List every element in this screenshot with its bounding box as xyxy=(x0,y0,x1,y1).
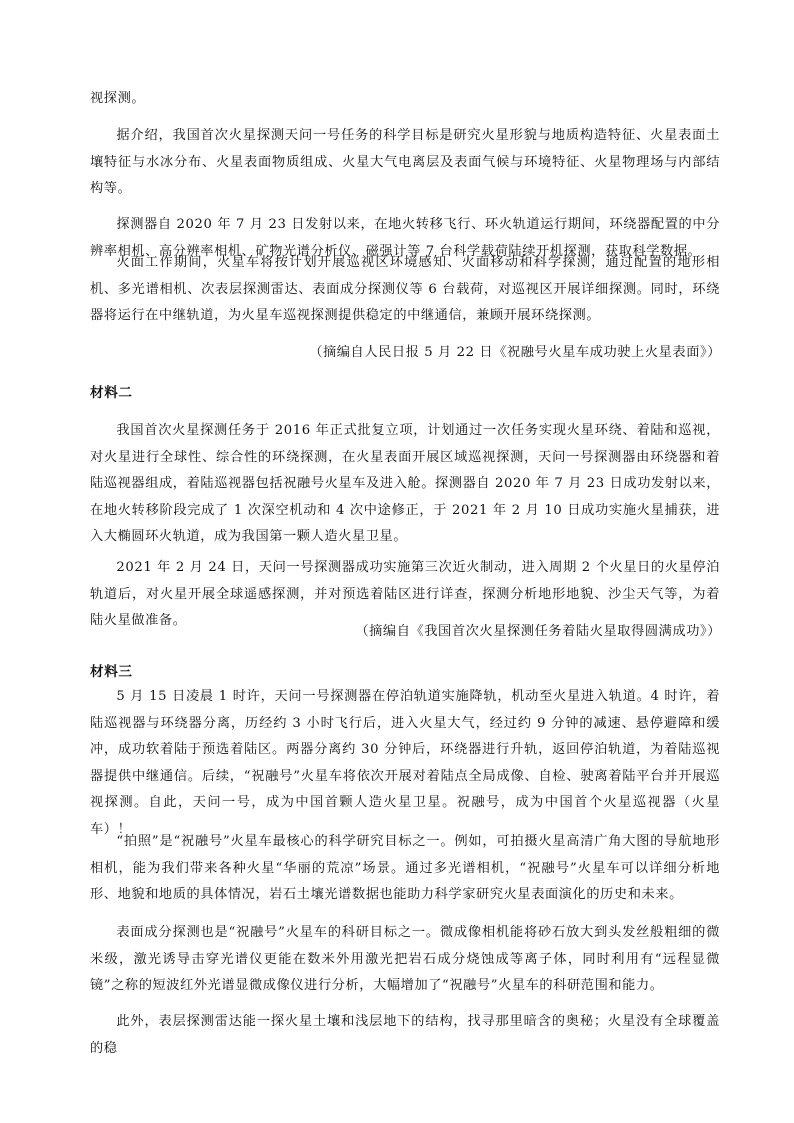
paragraph-mission-history: 我国首次火星探测任务于 2016 年正式批复立项，计划通过一次任务实现火星环绕、着陆和巡视，对火星进行全球性、综合性的环绕探测，在火星表面开展区域巡视探测，天问一号探测器由环绕器和着陆巡视器组成，着陆巡视器包括祝融号火星车及进入舱。探测器自 2020 年 7 月 23 日成功发射以来，在地火转移阶段完成了 1 次深空机动和 4 次中途修正，于 2021 年 2 月 10 日成功实施火星捕获，进入大椭圆环火轨道，成为我国第一颗人造火星卫星。 xyxy=(90,423,720,544)
paragraph-orbiter-payloads: 探测器自 2020 年 7 月 23 日发射以来，在地火转移飞行、环火轨道运行期间，环绕器配置的中分辨率相机、高分辨率相机、矿物光谱分析仪、磁强计等 7 台科学载荷陆续开机探测，获取科学数据。 xyxy=(90,217,720,259)
citation-material-one: （摘编自人民日报 5 月 22 日《祝融号火星车成功驶上火星表面》） xyxy=(309,345,721,360)
paragraph-orbit-insertion: 2021 年 2 月 24 日，天问一号探测器成功实施第三次近火制动，进入周期 2 个火星日的火星停泊轨道后，对火星开展全球遥感探测，并对预选着陆区进行详查，探测分析地形地貌、沙尘天气等，为着陆火星做准备。 xyxy=(90,560,720,628)
paragraph-imaging-goals: “拍照”是“祝融号”火星车最核心的科学研究目标之一。例如，可拍摄火星高清广角大图的导航地形相机，能为我们带来各种火星“华丽的荒凉”场景。通过多光谱相机，“祝融号”火星车可以详细分析地形、地貌和地质的具体情况，岩石土壤光谱数据也能助力科学家研究火星表面演化的历史和未来。 xyxy=(90,834,720,902)
heading-material-three: 材料三 xyxy=(90,664,133,680)
paragraph-mission-goals: 据介绍，我国首次火星探测天问一号任务的科学目标是研究火星形貌与地质构造特征、火星表面土壤特征与水冰分布、火星表面物质组成、火星大气电离层及表面气候与环境特征、火星物理场与内部结构等。 xyxy=(90,128,720,196)
paragraph-rover-operations: 火面工作期间，火星车将按计划开展巡视区环境感知、火面移动和科学探测，通过配置的地形相机、多光谱相机、次表层探测雷达、表面成分探测仪等 6 台载荷，对巡视区开展详细探测。同时，环绕器将运行在中继轨道，为火星车巡视探测提供稳定的中继通信，兼顾开展环绕探测。 xyxy=(90,255,720,323)
citation-material-two: （摘编自《我国首次火星探测任务着陆火星取得圆满成功》） xyxy=(355,624,721,639)
paragraph-surface-composition: 表面成分探测也是“祝融号”火星车的科研目标之一。微成像相机能将砂石放大到头发丝般粗细的微米级，激光诱导击穿光谱仪更能在数米外用激光把岩石成分烧蚀成等离子体，同时利用有“远程显微镜”之称的短波红外光谱显微成像仪进行分析，大幅增加了“祝融号”火星车的科研范围和能力。 xyxy=(90,925,720,993)
paragraph-radar-exploration: 此外，表层探测雷达能一探火星土壤和浅层地下的结构，找寻那里暗含的奥秘；火星没有全球覆盖的稳 xyxy=(90,1014,720,1056)
heading-material-two: 材料二 xyxy=(90,385,133,401)
paragraph-landing-sequence: 5 月 15 日凌晨 1 时许，天问一号探测器在停泊轨道实施降轨，机动至火星进入轨道。4 时许，着陆巡视器与环绕器分离，历经约 3 小时飞行后，进入火星大气，经过约 9 分钟的减速、悬停避障和缓冲，成功软着陆于预选着陆区。两器分离约 30 分钟后，环绕器进行升轨，返回停泊轨道，为着陆巡视器提供中继通信。后续，“祝融号”火星车将依次开展对着陆点全局成像、自检、驶离着陆平台并开展巡视探测。自此，天问一号，成为中国首颗人造火星卫星。祝融号，成为中国首个火星巡视器（火星车）！ xyxy=(90,689,720,837)
paragraph-continuation: 视探测。 xyxy=(90,91,146,106)
